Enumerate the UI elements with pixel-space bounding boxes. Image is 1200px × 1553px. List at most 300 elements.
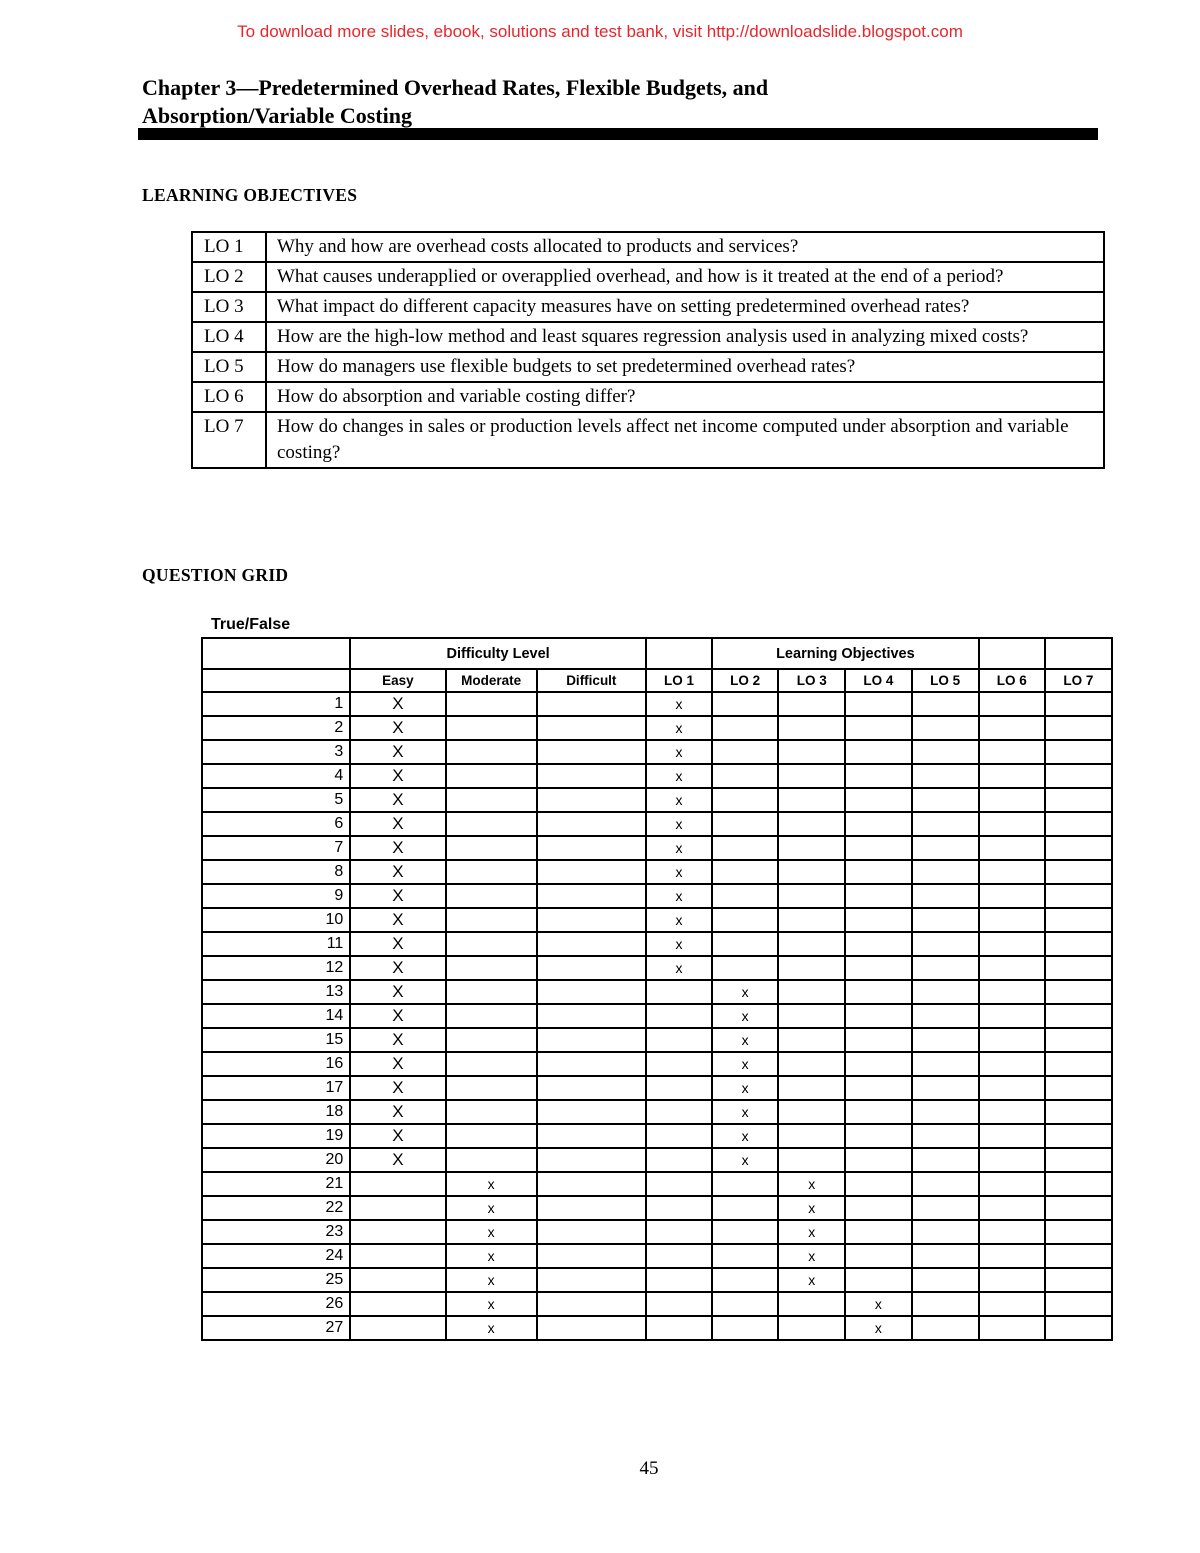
grid-cell — [912, 932, 979, 956]
grid-cell — [912, 788, 979, 812]
grid-cell — [845, 908, 911, 932]
question-number: 7 — [202, 836, 350, 860]
grid-cell — [446, 1100, 537, 1124]
grid-cell — [912, 1100, 979, 1124]
grid-cell: x — [446, 1196, 537, 1220]
grid-cell — [778, 716, 845, 740]
grid-row — [202, 1220, 1112, 1244]
grid-cell — [646, 1172, 712, 1196]
grid-cell: x — [646, 884, 712, 908]
grid-cell — [778, 1004, 845, 1028]
grid-cell: X — [350, 980, 445, 1004]
grid-cell — [350, 1268, 445, 1292]
learning-objective-text: What impact do different capacity measures have on setting predetermined overhead rates? — [266, 292, 1104, 322]
grid-cell — [979, 1292, 1045, 1316]
title-rule — [138, 128, 1098, 140]
grid-cell — [912, 1028, 979, 1052]
grid-corner-cell — [202, 638, 350, 669]
grid-cell — [537, 1148, 646, 1172]
grid-row — [202, 1172, 1112, 1196]
grid-cell: X — [350, 764, 445, 788]
grid-row — [202, 716, 1112, 740]
grid-cell — [845, 1148, 911, 1172]
grid-cell: x — [646, 812, 712, 836]
grid-cell — [712, 860, 778, 884]
grid-cell — [778, 692, 845, 716]
grid-cell — [537, 1124, 646, 1148]
grid-cell — [537, 860, 646, 884]
grid-cell: x — [646, 788, 712, 812]
grid-row — [202, 1004, 1112, 1028]
grid-cell — [446, 716, 537, 740]
grid-cell — [979, 980, 1045, 1004]
grid-cell — [1045, 1076, 1112, 1100]
grid-cell — [912, 1244, 979, 1268]
question-number: 21 — [202, 1172, 350, 1196]
grid-cell: X — [350, 692, 445, 716]
grid-cell — [912, 812, 979, 836]
grid-cell — [1045, 884, 1112, 908]
grid-cell: x — [778, 1172, 845, 1196]
grid-cell — [446, 740, 537, 764]
grid-cell — [912, 1220, 979, 1244]
grid-cell — [979, 1052, 1045, 1076]
grid-cell — [912, 1316, 979, 1340]
question-number: 14 — [202, 1004, 350, 1028]
grid-cell — [778, 1052, 845, 1076]
grid-cell — [537, 1220, 646, 1244]
grid-cell — [1045, 1004, 1112, 1028]
grid-cell: x — [646, 908, 712, 932]
grid-cell — [979, 1124, 1045, 1148]
grid-cell: x — [646, 836, 712, 860]
learning-objective-text: How do managers use flexible budgets to set predetermined overhead rates? — [266, 352, 1104, 382]
grid-cell — [446, 932, 537, 956]
grid-cell — [845, 1052, 911, 1076]
question-number: 3 — [202, 740, 350, 764]
grid-cell: X — [350, 812, 445, 836]
grid-blank-header-cell — [1045, 638, 1112, 669]
grid-cell — [537, 1172, 646, 1196]
grid-cell — [537, 764, 646, 788]
grid-cell: x — [646, 932, 712, 956]
grid-cell — [446, 956, 537, 980]
grid-cell: x — [646, 956, 712, 980]
grid-cell — [537, 1244, 646, 1268]
grid-blank-header-cell — [979, 638, 1045, 669]
grid-row — [202, 1148, 1112, 1172]
grid-cell — [646, 1004, 712, 1028]
grid-cell — [712, 1316, 778, 1340]
grid-cell: X — [350, 860, 445, 884]
grid-cell — [1045, 1028, 1112, 1052]
question-grid-table — [201, 637, 1113, 1341]
grid-cell — [712, 716, 778, 740]
grid-cell — [712, 1172, 778, 1196]
grid-cell — [1045, 956, 1112, 980]
grid-cell — [1045, 788, 1112, 812]
grid-cell — [845, 1172, 911, 1196]
grid-cell — [979, 836, 1045, 860]
grid-cell — [646, 1124, 712, 1148]
grid-cell — [1045, 1100, 1112, 1124]
grid-cell — [712, 908, 778, 932]
grid-cell: x — [778, 1268, 845, 1292]
grid-cell — [979, 1100, 1045, 1124]
grid-cell — [912, 908, 979, 932]
grid-cell: x — [712, 1148, 778, 1172]
grid-cell — [979, 1028, 1045, 1052]
grid-cell — [845, 1004, 911, 1028]
grid-cell — [446, 908, 537, 932]
grid-cell: X — [350, 740, 445, 764]
grid-cell — [1045, 1052, 1112, 1076]
grid-blank-header-cell — [646, 638, 712, 669]
question-number: 13 — [202, 980, 350, 1004]
grid-cell — [778, 1148, 845, 1172]
grid-cell — [979, 740, 1045, 764]
grid-cell — [845, 1124, 911, 1148]
grid-row — [202, 980, 1112, 1004]
grid-cell — [845, 884, 911, 908]
grid-cell — [446, 788, 537, 812]
learning-objective-row — [192, 232, 1104, 262]
grid-cell — [712, 764, 778, 788]
grid-row — [202, 812, 1112, 836]
grid-cell: x — [646, 764, 712, 788]
grid-cell: x — [446, 1220, 537, 1244]
learning-objective-row — [192, 382, 1104, 412]
grid-cell — [845, 1100, 911, 1124]
grid-cell — [979, 956, 1045, 980]
grid-cell — [646, 1028, 712, 1052]
grid-corner-cell — [202, 669, 350, 692]
question-number: 10 — [202, 908, 350, 932]
grid-cell — [979, 1076, 1045, 1100]
chapter-title-line-1: Chapter 3—Predetermined Overhead Rates, Flexible Budgets, and — [142, 75, 769, 100]
grid-cell — [350, 1220, 445, 1244]
learning-objective-id: LO 4 — [192, 322, 266, 352]
grid-cell — [979, 1172, 1045, 1196]
grid-cell — [350, 1172, 445, 1196]
grid-cell — [979, 860, 1045, 884]
grid-cell — [446, 1028, 537, 1052]
grid-cell — [1045, 860, 1112, 884]
grid-cell — [537, 908, 646, 932]
grid-cell — [979, 1316, 1045, 1340]
grid-cell — [1045, 1196, 1112, 1220]
grid-cell: X — [350, 1052, 445, 1076]
question-number: 6 — [202, 812, 350, 836]
grid-cell — [646, 1220, 712, 1244]
question-number: 23 — [202, 1220, 350, 1244]
grid-cell: x — [712, 1052, 778, 1076]
grid-cell — [979, 812, 1045, 836]
grid-cell — [537, 1292, 646, 1316]
grid-cell — [845, 716, 911, 740]
grid-cell — [446, 836, 537, 860]
question-number: 9 — [202, 884, 350, 908]
grid-column-header: LO 3 — [778, 669, 845, 692]
grid-cell — [979, 1004, 1045, 1028]
learning-objective-text: How are the high-low method and least squares regression analysis used in analyzing mixed costs? — [266, 322, 1104, 352]
grid-cell: X — [350, 1148, 445, 1172]
learning-objective-row — [192, 292, 1104, 322]
grid-cell — [1045, 740, 1112, 764]
learning-objective-id: LO 6 — [192, 382, 266, 412]
grid-cell — [537, 980, 646, 1004]
grid-cell — [778, 1316, 845, 1340]
grid-cell — [712, 1244, 778, 1268]
grid-cell — [537, 788, 646, 812]
grid-cell — [537, 716, 646, 740]
grid-cell — [912, 1076, 979, 1100]
grid-cell: x — [712, 1100, 778, 1124]
grid-row — [202, 788, 1112, 812]
question-number: 12 — [202, 956, 350, 980]
grid-row — [202, 884, 1112, 908]
grid-cell — [712, 956, 778, 980]
learning-objective-text: How do changes in sales or production levels affect net income computed under absorption and variable costing? — [266, 412, 1104, 468]
learning-objective-id: LO 7 — [192, 412, 266, 468]
grid-cell — [1045, 764, 1112, 788]
grid-cell: x — [446, 1172, 537, 1196]
grid-cell — [845, 1076, 911, 1100]
grid-cell: x — [712, 1124, 778, 1148]
grid-cell — [778, 1292, 845, 1316]
grid-cell — [712, 884, 778, 908]
grid-cell — [979, 764, 1045, 788]
learning-objective-text: Why and how are overhead costs allocated to products and services? — [266, 232, 1104, 262]
grid-cell — [446, 980, 537, 1004]
grid-cell — [912, 956, 979, 980]
grid-row — [202, 932, 1112, 956]
grid-cell — [778, 1028, 845, 1052]
question-number: 19 — [202, 1124, 350, 1148]
grid-cell — [912, 764, 979, 788]
grid-cell — [1045, 1316, 1112, 1340]
grid-cell: X — [350, 1100, 445, 1124]
grid-cell — [778, 1100, 845, 1124]
question-number: 27 — [202, 1316, 350, 1340]
grid-cell — [446, 764, 537, 788]
grid-cell — [912, 1268, 979, 1292]
grid-cell — [912, 716, 979, 740]
grid-cell — [537, 884, 646, 908]
grid-cell — [446, 812, 537, 836]
grid-cell — [912, 1292, 979, 1316]
grid-row — [202, 1028, 1112, 1052]
grid-column-header-row — [202, 669, 1112, 692]
grid-cell — [537, 1004, 646, 1028]
grid-cell: X — [350, 836, 445, 860]
grid-cell — [646, 1268, 712, 1292]
grid-cell — [778, 1076, 845, 1100]
grid-row — [202, 1052, 1112, 1076]
question-number: 15 — [202, 1028, 350, 1052]
question-number: 22 — [202, 1196, 350, 1220]
grid-cell — [446, 884, 537, 908]
grid-cell — [537, 1316, 646, 1340]
grid-cell — [912, 1004, 979, 1028]
grid-cell — [646, 1076, 712, 1100]
grid-cell — [537, 692, 646, 716]
grid-row — [202, 764, 1112, 788]
grid-cell — [646, 1052, 712, 1076]
grid-column-header: LO 2 — [712, 669, 778, 692]
grid-cell: x — [446, 1316, 537, 1340]
grid-cell: x — [712, 980, 778, 1004]
learning-objective-id: LO 2 — [192, 262, 266, 292]
grid-cell — [537, 1100, 646, 1124]
grid-cell — [912, 692, 979, 716]
grid-cell — [845, 812, 911, 836]
grid-cell — [979, 1196, 1045, 1220]
grid-cell: x — [778, 1244, 845, 1268]
grid-cell — [979, 716, 1045, 740]
grid-row — [202, 860, 1112, 884]
grid-cell — [778, 980, 845, 1004]
grid-cell — [646, 1148, 712, 1172]
grid-cell — [845, 980, 911, 1004]
grid-cell — [845, 788, 911, 812]
grid-cell — [350, 1196, 445, 1220]
grid-cell — [446, 1004, 537, 1028]
grid-cell — [1045, 932, 1112, 956]
grid-cell — [537, 812, 646, 836]
question-number: 4 — [202, 764, 350, 788]
learning-objective-text: How do absorption and variable costing differ? — [266, 382, 1104, 412]
grid-cell — [1045, 1268, 1112, 1292]
grid-cell: X — [350, 788, 445, 812]
question-grid-heading: QUESTION GRID — [142, 565, 289, 585]
grid-column-header: LO 5 — [912, 669, 979, 692]
grid-cell: x — [712, 1076, 778, 1100]
grid-cell — [1045, 1292, 1112, 1316]
grid-cell — [778, 788, 845, 812]
grid-cell — [712, 692, 778, 716]
grid-row — [202, 908, 1112, 932]
grid-cell: x — [778, 1196, 845, 1220]
grid-cell — [778, 956, 845, 980]
grid-group-header-row — [202, 638, 1112, 669]
grid-cell: x — [646, 716, 712, 740]
grid-cell — [912, 1196, 979, 1220]
question-number: 16 — [202, 1052, 350, 1076]
grid-row — [202, 1196, 1112, 1220]
grid-cell: x — [845, 1316, 911, 1340]
learning-objective-id: LO 5 — [192, 352, 266, 382]
grid-cell — [712, 740, 778, 764]
grid-cell: X — [350, 1028, 445, 1052]
grid-cell: X — [350, 1004, 445, 1028]
grid-cell — [712, 788, 778, 812]
grid-cell — [912, 860, 979, 884]
grid-cell — [537, 1268, 646, 1292]
grid-cell: x — [446, 1244, 537, 1268]
learning-objective-row — [192, 352, 1104, 382]
grid-column-header: Moderate — [446, 669, 537, 692]
grid-cell — [1045, 836, 1112, 860]
grid-cell: X — [350, 908, 445, 932]
question-number: 25 — [202, 1268, 350, 1292]
grid-cell — [446, 1076, 537, 1100]
grid-cell — [646, 980, 712, 1004]
grid-row — [202, 956, 1112, 980]
grid-cell — [979, 884, 1045, 908]
grid-cell: x — [646, 860, 712, 884]
difficulty-level-header: Difficulty Level — [350, 638, 646, 669]
grid-row — [202, 1124, 1112, 1148]
grid-cell — [845, 740, 911, 764]
grid-cell — [845, 836, 911, 860]
grid-cell — [845, 1220, 911, 1244]
grid-cell — [712, 1268, 778, 1292]
grid-cell — [712, 836, 778, 860]
grid-cell — [537, 1028, 646, 1052]
grid-cell — [912, 884, 979, 908]
question-number: 24 — [202, 1244, 350, 1268]
grid-cell — [979, 692, 1045, 716]
grid-cell: X — [350, 716, 445, 740]
grid-cell — [912, 1148, 979, 1172]
grid-cell — [912, 1124, 979, 1148]
grid-cell — [537, 956, 646, 980]
learning-objective-text: What causes underapplied or overapplied overhead, and how is it treated at the end of a period? — [266, 262, 1104, 292]
grid-cell — [446, 1052, 537, 1076]
grid-cell — [646, 1244, 712, 1268]
chapter-title-line-2: Absorption/Variable Costing — [142, 103, 412, 128]
grid-cell — [350, 1316, 445, 1340]
grid-cell — [979, 932, 1045, 956]
question-number: 17 — [202, 1076, 350, 1100]
grid-cell — [350, 1292, 445, 1316]
grid-cell — [845, 1244, 911, 1268]
learning-objective-row — [192, 262, 1104, 292]
grid-cell — [778, 740, 845, 764]
grid-cell — [912, 740, 979, 764]
grid-cell: x — [712, 1028, 778, 1052]
grid-cell — [537, 1052, 646, 1076]
grid-cell — [537, 932, 646, 956]
grid-cell — [712, 1292, 778, 1316]
grid-cell — [778, 764, 845, 788]
question-number: 26 — [202, 1292, 350, 1316]
learning-objectives-heading: LEARNING OBJECTIVES — [142, 185, 358, 205]
grid-row — [202, 740, 1112, 764]
grid-row — [202, 1316, 1112, 1340]
grid-cell — [1045, 1244, 1112, 1268]
grid-cell — [778, 860, 845, 884]
grid-row — [202, 692, 1112, 716]
page-number: 45 — [639, 1458, 659, 1479]
grid-cell — [712, 1196, 778, 1220]
grid-row — [202, 1292, 1112, 1316]
grid-row — [202, 1076, 1112, 1100]
grid-row — [202, 1244, 1112, 1268]
grid-cell — [1045, 908, 1112, 932]
grid-cell — [845, 1196, 911, 1220]
grid-cell: X — [350, 1124, 445, 1148]
grid-cell — [979, 788, 1045, 812]
grid-cell — [1045, 1124, 1112, 1148]
grid-column-header: LO 4 — [845, 669, 911, 692]
grid-cell — [537, 1196, 646, 1220]
grid-cell — [778, 908, 845, 932]
grid-cell — [1045, 1220, 1112, 1244]
learning-objective-row — [192, 412, 1104, 468]
grid-column-header: LO 6 — [979, 669, 1045, 692]
